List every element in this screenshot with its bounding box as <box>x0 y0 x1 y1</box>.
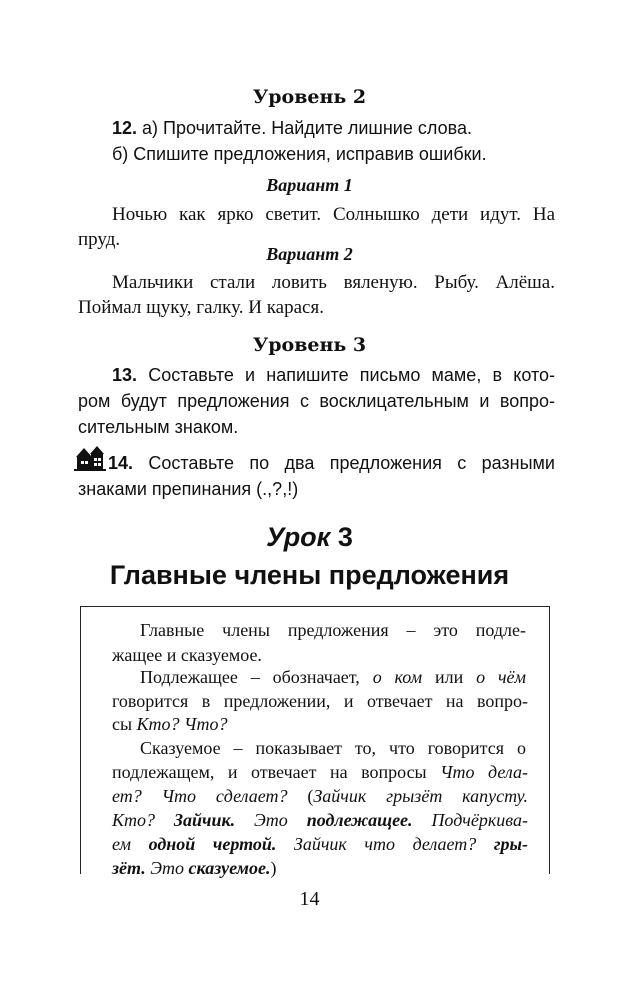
rule-p2-line3-a: сы <box>112 714 137 734</box>
task-13-line-3: сительным знаком. <box>78 417 239 437</box>
rule-p3-line4-d: подлежащее. <box>306 810 413 830</box>
rule-p2-text-c: или <box>422 667 477 687</box>
rule-p3-line5-b: одной чертой. <box>148 834 277 854</box>
rule-p3-line4-b: Зайчик. <box>173 810 236 830</box>
task-14-number: 14. <box>108 453 134 473</box>
task-13-text-1: Составьте и напишите письмо маме, в кото- <box>137 365 555 385</box>
rule-p3-line2-a: подлежащем, и отвечает на вопросы <box>112 762 441 782</box>
rule-p3-line5-c: Зайчик что делает? <box>276 834 494 854</box>
rule-p3-line-1: Сказуемое – показывает то, что говорится о <box>140 738 526 758</box>
variant-1-label: Вариант 1 <box>266 175 353 195</box>
lesson-number: 3 <box>337 522 353 552</box>
rule-p3-line2-b: Что дела- <box>440 762 528 782</box>
rule-p2-text-d: о чём <box>476 667 527 687</box>
rule-p3-line6-c: сказуемое. <box>188 858 271 878</box>
rule-p1-line-1: Главные члены предложения – это подле- <box>140 620 526 640</box>
rule-p2-line-1 <box>140 665 526 690</box>
task-14-text-1: Составьте по два предложения с разными <box>133 453 555 473</box>
rule-p3-line6-a: зёт. <box>112 858 146 878</box>
level-2-heading: Уровень 2 <box>252 86 367 108</box>
variant-2-line-1: Мальчики стали ловить вяленую. Рыбу. Алёша. <box>112 272 555 293</box>
topic-title: Главные члены предложения <box>109 560 510 590</box>
lesson-title <box>0 522 619 553</box>
rule-p3-line-3 <box>112 784 528 809</box>
task-13-line-2: ром будут предложения с восклицательным и вопро- <box>78 391 555 411</box>
rule-p3-line-6 <box>112 856 528 881</box>
page-number: 14 <box>299 888 320 910</box>
lesson-label: Урок <box>266 522 331 552</box>
rule-p3-line-2 <box>112 760 528 785</box>
rule-p3-line3-c: Зайчик грызёт капусту. <box>313 786 529 806</box>
variant-2-label: Вариант 2 <box>266 244 353 264</box>
task-13-line-1 <box>112 362 555 388</box>
rule-p3-line-5 <box>112 832 528 857</box>
rule-p1-line-2: жащее и сказуемое. <box>112 645 262 665</box>
rule-p2-text-a: Подлежащее – обозначает, <box>140 667 373 687</box>
rule-p2-line-3 <box>112 712 528 737</box>
rule-p3-line4-c: Это <box>235 810 307 830</box>
rule-p3-line5-d: гры- <box>493 834 528 854</box>
task-12b: б) Спишите предложения, исправив ошибки. <box>112 144 487 164</box>
task-12a-text: а) Прочитайте. Найдите лишние слова. <box>137 118 472 138</box>
variant-2-line-2: Поймал щуку, галку. И карася. <box>78 297 324 318</box>
rule-p3-line3-a: ет? Что сделает? <box>112 786 288 806</box>
rule-p3-line5-a: ем <box>112 834 149 854</box>
rule-p2-line-2: говорится в предложении, и отвечает на вопро- <box>112 691 528 711</box>
rule-p2-line3-b: Кто? Что? <box>136 714 228 734</box>
rule-p3-line3-b: ( <box>287 786 314 806</box>
rule-p3-line4-a: Кто? <box>112 810 174 830</box>
task-12a <box>112 115 472 141</box>
rule-p3-line6-d: ) <box>270 858 277 878</box>
rule-p3-line4-e: Подчёркива- <box>412 810 528 830</box>
rule-p2-text-b: о ком <box>372 667 423 687</box>
level-3-heading: Уровень 3 <box>252 334 367 356</box>
task-12-number: 12. <box>112 118 138 138</box>
task-14-line-1 <box>108 450 555 476</box>
variant-1-line-2: пруд. <box>78 229 121 250</box>
house-icon <box>74 443 106 471</box>
variant-1-line-1: Ночью как ярко светит. Солнышко дети идут. На <box>112 204 555 225</box>
rule-p3-line6-b: Это <box>145 858 189 878</box>
task-14-line-2: знаками препинания (.,?,!) <box>78 479 299 499</box>
task-13-number: 13. <box>112 365 138 385</box>
rule-p3-line-4 <box>112 808 528 833</box>
